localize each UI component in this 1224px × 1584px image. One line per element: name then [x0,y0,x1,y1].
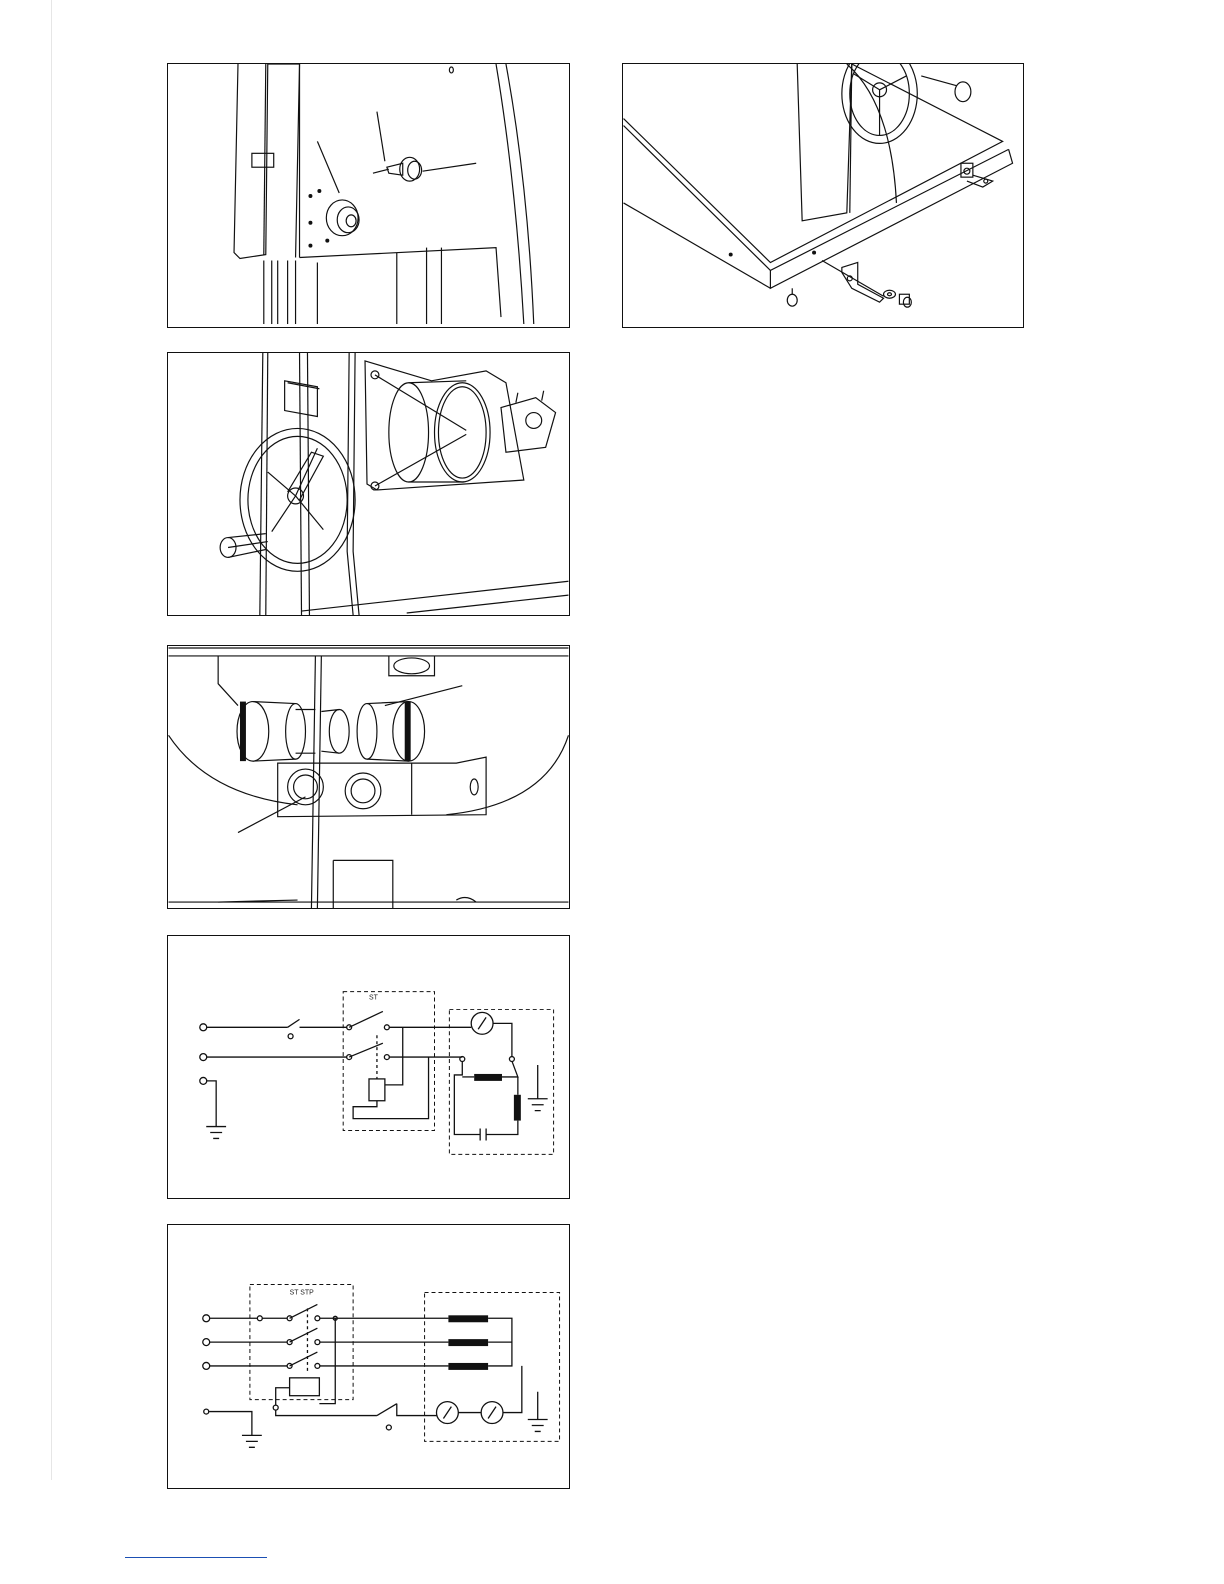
switch-mark: ST [368,994,378,1002]
guide-bearings-drawing [168,646,569,908]
single-phase-wiring-diagram [168,936,569,1198]
figure-three-phase-wiring [167,1224,570,1489]
tension-knobs-drawing [168,64,569,327]
figure-stand-mounting-bracket [622,63,1024,328]
dust-port-drawing [168,353,569,615]
three-phase-wiring-diagram [168,1225,569,1488]
footer-rule [125,1557,267,1558]
page-margin-line [51,0,52,1480]
figure-blade-tension-knobs [167,63,570,328]
figure-dust-port-handwheel [167,352,570,616]
figure-single-phase-wiring [167,935,570,1199]
switch-mark: ST STP [289,1289,314,1297]
figure-blade-guide-bearings [167,645,570,909]
mounting-bracket-drawing [623,64,1023,327]
